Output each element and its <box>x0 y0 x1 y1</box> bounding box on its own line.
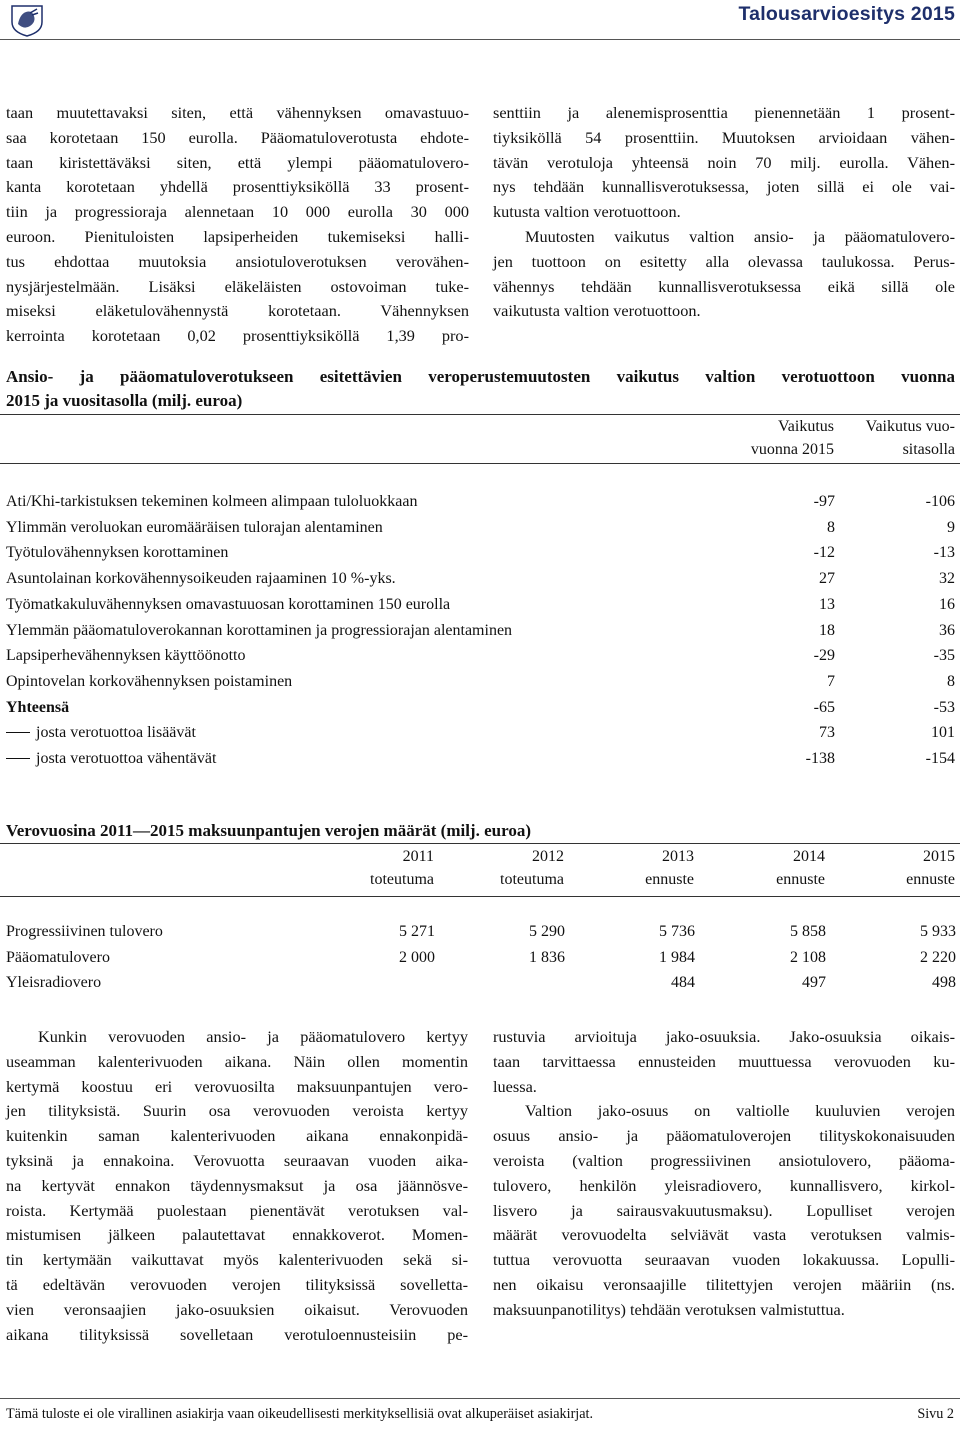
text-column-left-bottom <box>6 1025 468 1347</box>
year-label: 2015 <box>923 848 955 865</box>
row-label-text: Työtulovähennyksen korottaminen <box>6 544 229 562</box>
text-line: taan kiristettäväksi siten, että ylempi pääomatuloverо- <box>6 152 469 172</box>
text-line: nys tehdään kunnallisverotuksessa, joten sillä ei ole vai- <box>493 177 955 197</box>
value-2015: -12 <box>813 544 835 562</box>
row-label: Pääomatulovero <box>6 948 110 966</box>
text-line: luessa. <box>493 1076 537 1096</box>
table2-rule-top <box>0 843 960 844</box>
table1-col2-header <box>866 415 955 461</box>
table1-title-line: Ansio- ja pääomatuloverotukseen esitettävien veroperustemuutosten vaikutus valtion verotuottoon vuonna <box>6 367 955 386</box>
value-2014: 497 <box>802 974 826 992</box>
value-annual: 16 <box>939 595 955 613</box>
table2-rule-header <box>0 896 960 897</box>
year-label: 2012 <box>532 848 564 865</box>
value-2012: 1 836 <box>529 948 565 966</box>
text-line: vaikutusta valtion verotuottoon. <box>493 301 701 321</box>
text-column-right-top <box>493 101 955 324</box>
table2-year-header <box>645 845 694 891</box>
table1-col2-header-line: Vaikutus vuo- <box>865 418 955 435</box>
table2-year-header <box>906 845 955 891</box>
kind-label: toteutuma <box>500 871 564 888</box>
row-label-text: josta verotuottoa lisäävät <box>36 724 196 742</box>
table-row <box>6 695 955 720</box>
row-label <box>6 618 512 643</box>
table-row <box>6 919 955 944</box>
value-2015: 73 <box>819 724 835 742</box>
row-label-text: Asuntolainan korkovähennysoikeuden rajaaminen 10 %-yks. <box>6 570 396 588</box>
text-line: tuttua verovuotta seuraavan vuoden lokakuussa. Lopulli- <box>493 1250 955 1270</box>
page-number: Sivu 2 <box>917 1406 954 1422</box>
table-row <box>6 669 955 694</box>
text-line: kerrointa korotetaan 0,02 prosenttiyksiköllä 1,39 pro- <box>6 326 469 346</box>
year-label: 2011 <box>402 848 434 865</box>
em-dash-icon <box>6 732 30 733</box>
value-2015: 8 <box>827 518 835 536</box>
text-line: veroista (valtion progressiivinen ansiotulovero, pääoma- <box>493 1150 955 1170</box>
value-annual: -13 <box>933 544 955 562</box>
text-line: saa korotetaan 150 eurolla. Pääomatuloverotusta ehdote- <box>6 127 469 147</box>
table1-title <box>6 365 955 413</box>
value-2015: 13 <box>819 595 835 613</box>
text-line: kertymä koostuu eri verovuosilta maksuunpantujen vero- <box>6 1076 468 1096</box>
year-label: 2013 <box>662 848 694 865</box>
table1-col1-header-line: vuonna 2015 <box>750 441 834 458</box>
kind-label: ennuste <box>645 871 694 888</box>
table2-year-header <box>500 845 564 891</box>
kind-label: ennuste <box>906 871 955 888</box>
row-label-text: Työmatkakuluvähennyksen omavastuuosan korottaminen 150 eurolla <box>6 595 451 613</box>
table2-title: Verovuosina 2011—2015 maksuunpantujen verojen määrät (milj. euroa) <box>6 821 531 840</box>
value-2015: -65 <box>813 698 835 716</box>
value-annual: -154 <box>925 750 955 767</box>
row-label <box>6 746 216 771</box>
row-label <box>6 643 246 668</box>
value-2012: 5 290 <box>529 923 565 940</box>
text-line: tävän verotuloja yhteensä noin 70 milj. eurolla. Vähen- <box>493 152 955 172</box>
table2-year-header <box>776 845 825 891</box>
text-line: Valtion jako-osuus on valtiolle kuuluvien verojen <box>525 1101 955 1121</box>
row-label-text: Ylimmän veroluokan euromääräisen tulorajan alentaminen <box>6 518 383 536</box>
text-line: lisvero ja sairausvakuutusmaksu). Lopulliset verojen <box>493 1200 955 1220</box>
table2-year-header <box>370 845 434 891</box>
text-line: kutusta valtion verotuottoon. <box>493 202 681 222</box>
row-label-text: Yhteensä <box>6 698 70 716</box>
kind-label: toteutuma <box>370 871 434 888</box>
document-title: Talousarvioesitys 2015 <box>738 3 955 25</box>
table1-title-line: 2015 ja vuositasolla (milj. euroa) <box>6 390 243 410</box>
table-row <box>6 566 955 591</box>
row-label <box>6 695 69 720</box>
value-annual: -106 <box>925 493 955 510</box>
table1-col1-header-line: Vaikutus <box>778 418 834 435</box>
text-line: tulovero, henkilön yleisradiovero, kunnallisvero, kirkol- <box>493 1175 955 1195</box>
row-label <box>6 540 228 565</box>
value-2013: 484 <box>671 974 695 992</box>
text-line: kanta korotetaan yhdellä prosenttiyksiköllä 33 prosent- <box>6 177 469 197</box>
row-label <box>6 669 292 694</box>
kind-label: ennuste <box>776 871 825 888</box>
text-line: rustuvia arvioituja jako-osuuksia. Jako-osuuksia oikais- <box>493 1027 955 1046</box>
text-line: tyksinä ja ennakoina. Verovuotta seuraavan vuoden aika- <box>6 1150 468 1170</box>
value-2013: 5 736 <box>659 923 695 940</box>
header-divider <box>0 39 960 40</box>
text-line: mistumisen jälkeen palautettavat ennakkoverot. Momen- <box>6 1225 468 1245</box>
text-line: jen tilityksistä. Suurin osa verovuoden veroista kertyy <box>6 1101 468 1121</box>
value-2015: -97 <box>813 493 835 510</box>
row-label <box>6 720 196 745</box>
footer-divider <box>0 1398 960 1399</box>
value-2013: 1 984 <box>659 948 695 966</box>
text-line: nysjärjestelmään. Lisäksi eläkeläisten ostovoiman tuke- <box>6 276 469 296</box>
value-2015: 498 <box>932 974 956 992</box>
footer-disclaimer: Tämä tuloste ei ole virallinen asiakirja vaan oikeudellisesti merkityksellisiä ovat alkuperäiset asiakirjat. <box>6 1406 594 1422</box>
finnish-lion-emblem-icon <box>6 0 48 38</box>
year-label: 2014 <box>793 848 825 865</box>
text-line: tin kertymään vaikuttavat myös kalenterivuoden sekä si- <box>6 1250 468 1270</box>
value-2015: 18 <box>819 621 835 639</box>
value-2015: -29 <box>813 647 835 665</box>
text-line: kuitenkin saman kalenterivuoden aikana ennakonpidä- <box>6 1126 468 1146</box>
value-annual: 36 <box>939 621 955 639</box>
text-line: senttiin ja alenemisprosenttia pienennetään 1 prosent- <box>493 103 955 122</box>
value-2015: 5 933 <box>920 923 956 940</box>
text-line: taan muutettavaksi siten, että vähennyksen omavastuuo- <box>6 103 469 122</box>
row-label <box>6 515 383 540</box>
value-annual: 8 <box>947 672 955 690</box>
value-annual: -35 <box>933 647 955 665</box>
text-line: useamman kalenterivuoden aikana. Näin ollen momentin <box>6 1051 468 1071</box>
row-label <box>6 566 396 591</box>
text-line: Muutosten vaikutus valtion ansio- ja pääomatulovero- <box>525 226 955 246</box>
value-2011: 5 271 <box>399 923 435 940</box>
table-row <box>6 618 955 643</box>
table1-col1-header <box>751 415 834 461</box>
text-line: jen tuottoon on esitetty alla olevassa taulukossa. Perus- <box>493 251 955 271</box>
text-line: tiin ja progressioraja alennetaan 10 000 eurolla 30 000 <box>6 202 469 222</box>
text-line: tiyksiköllä 54 prosenttiin. Muutoksen arvioidaan vähen- <box>493 127 955 147</box>
row-label-text: Ati/Khi-tarkistuksen tekeminen kolmeen alimpaan tuloluokkaan <box>6 493 418 510</box>
row-label: Progressiivinen tulovero <box>6 923 163 940</box>
value-2015: 27 <box>819 570 835 588</box>
text-line: maksuunpanotilitys) tehdään verotuksen valmistuttua. <box>493 1299 845 1319</box>
table-row <box>6 746 955 771</box>
text-line: vien veronsaajien jako-osuuksien oikaisut. Verovuoden <box>6 1299 468 1319</box>
text-line: vähennys tehdään kunnallisverotuksessa eikä sillä ole <box>493 276 955 296</box>
table1-col2-header-line: sitasolla <box>902 441 955 458</box>
text-line: Kunkin verovuoden ansio- ja pääomatulovero kertyy <box>38 1027 468 1046</box>
table-row <box>6 970 955 995</box>
value-2011: 2 000 <box>399 948 435 966</box>
table-row <box>6 592 955 617</box>
text-line: taan tarvittaessa ennusteiden muuttuessa verovuoden ku- <box>493 1051 955 1071</box>
value-2014: 5 858 <box>790 923 826 940</box>
table-row <box>6 540 955 565</box>
text-line: miseksi eläketulovähennystä korotetaan. Vähennyksen <box>6 301 469 321</box>
row-label-text: Opintovelan korkovähennyksen poistaminen <box>6 672 293 690</box>
row-label <box>6 489 417 514</box>
em-dash-icon <box>6 758 30 759</box>
text-line: osuus ansio- ja pääomatuloverojen tilityskokonaisuuden <box>493 1126 955 1146</box>
row-label-text: Lapsiperhevähennyksen käyttöönotto <box>6 647 246 665</box>
text-line: euroon. Pienituloisten lapsiperheiden tukemiseksi halli- <box>6 226 469 246</box>
table-row <box>6 643 955 668</box>
table-row <box>6 515 955 540</box>
text-line: määrät verovuodelta selviävät vasta verotuksen valmis- <box>493 1225 955 1245</box>
text-line: tus ehdottaa muutoksia ansiotuloverotuksen verovähen- <box>6 251 469 271</box>
row-label <box>6 592 450 617</box>
value-2015: 7 <box>827 672 835 690</box>
text-column-left-top <box>6 101 469 349</box>
table-row <box>6 489 955 514</box>
value-2014: 2 108 <box>790 948 826 966</box>
table1-rule-header <box>0 463 960 464</box>
value-annual: 9 <box>947 518 955 536</box>
value-annual: 32 <box>939 570 955 588</box>
value-annual: 101 <box>931 724 955 742</box>
text-line: nen oikaisu veronsaajille tilitettyjen verojen määriin (ns. <box>493 1274 955 1294</box>
text-column-right-bottom <box>493 1025 955 1323</box>
table-row <box>6 945 955 970</box>
text-line: na kertyvät ennakon täydennysmaksut ja osa jäännösve- <box>6 1175 468 1195</box>
value-2015: 2 220 <box>920 948 956 966</box>
row-label-text: josta verotuottoa vähentävät <box>36 750 217 767</box>
value-2015: -138 <box>805 750 835 767</box>
value-annual: -53 <box>933 698 955 716</box>
row-label: Yleisradiovero <box>6 974 102 992</box>
table-row <box>6 720 955 745</box>
text-line: roista. Kertymää puolestaan pienentävät verotuksen val- <box>6 1200 468 1220</box>
text-line: tä edeltävän verovuoden verojen tilityksissä sovelletta- <box>6 1274 468 1294</box>
text-line: aikana tilityksissä sovelletaan verotuloennusteisiin pe- <box>6 1324 468 1344</box>
row-label-text: Ylemmän pääomatuloverokannan korottaminen ja progressiorajan alentaminen <box>6 621 513 639</box>
